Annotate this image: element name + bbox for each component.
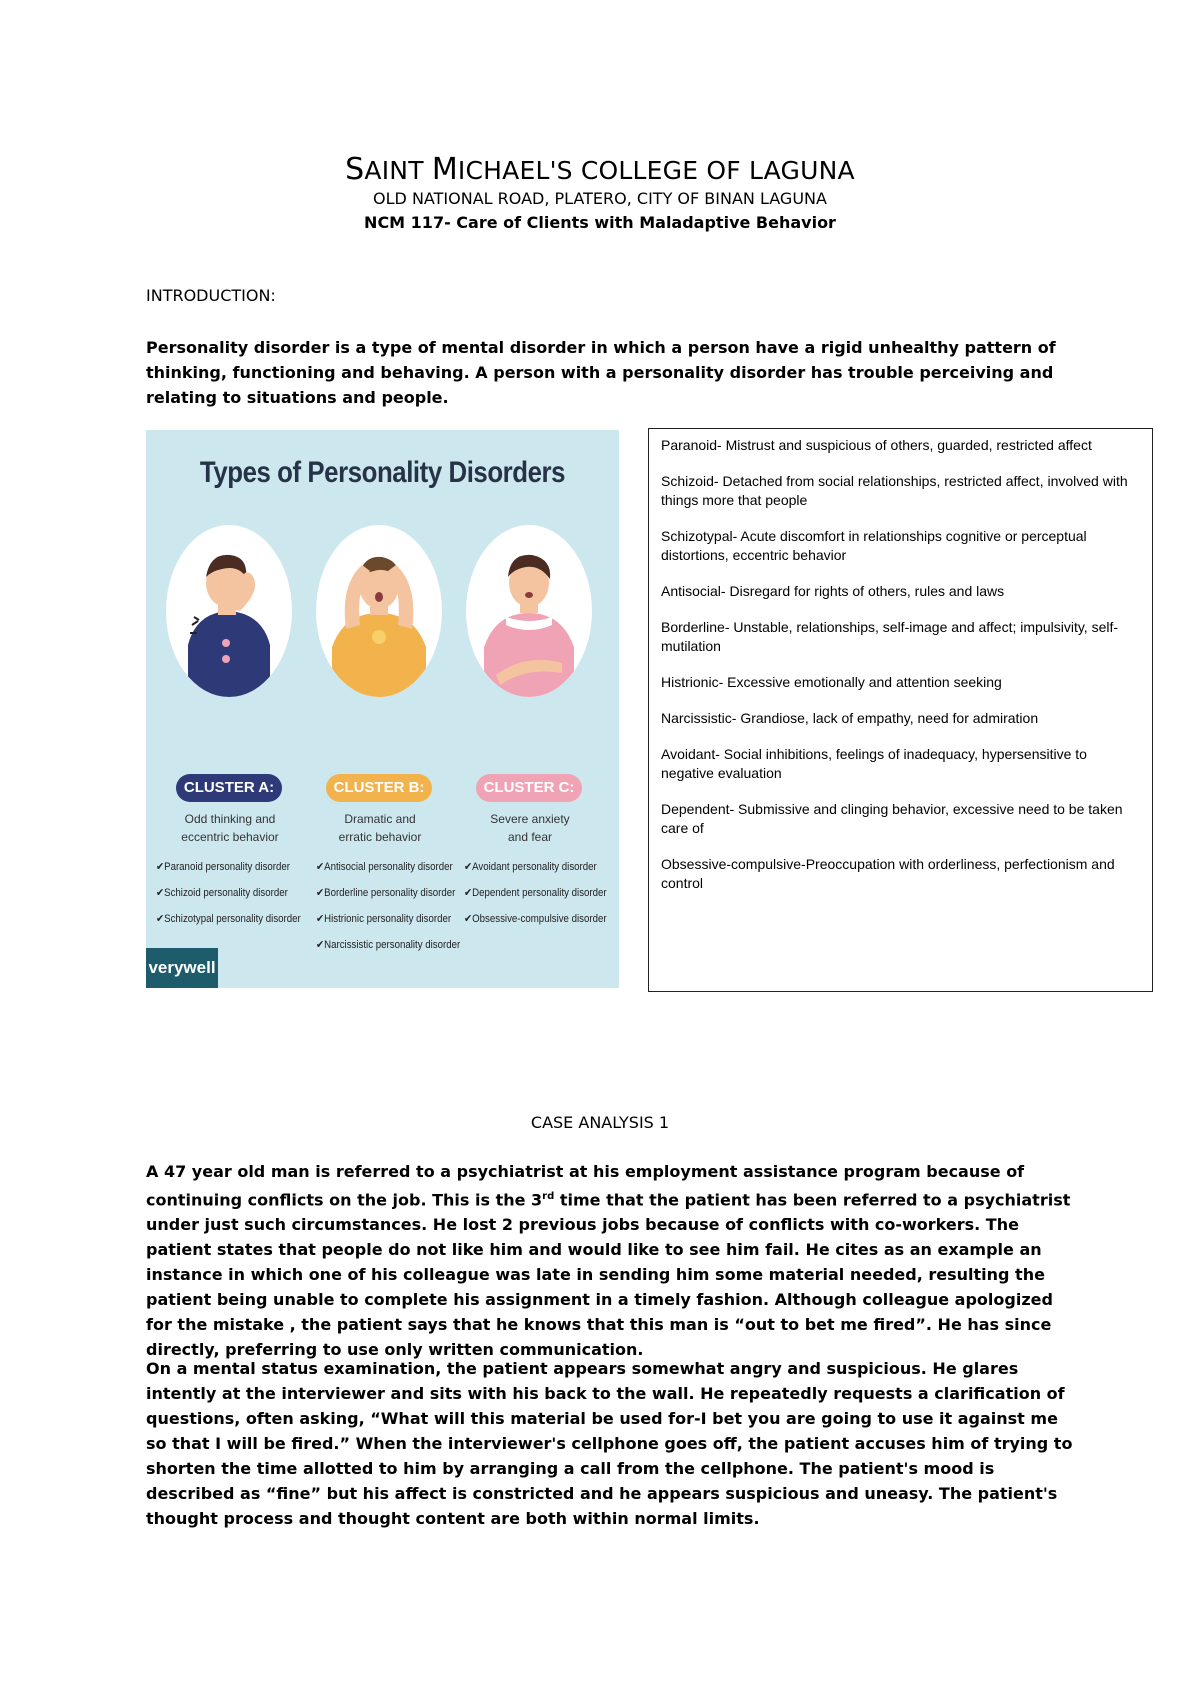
introduction-heading: INTRODUCTION: bbox=[146, 286, 276, 305]
definition-obsessive-compulsive: Obsessive-compulsive-Preoccupation with orderliness, perfectionism and control bbox=[661, 856, 1115, 891]
list-item: ✔Dependent personality disorder bbox=[464, 887, 607, 899]
disorder-definitions-box bbox=[648, 428, 1153, 992]
cluster-a-list bbox=[156, 854, 321, 932]
list-item: ✔Avoidant personality disorder bbox=[464, 861, 597, 873]
definition-borderline: Borderline- Unstable, relationships, self-image and affect; impulsivity, self-mutilation bbox=[661, 619, 1119, 654]
definition-schizoid: Schizoid- Detached from social relationships, restricted affect, involved with things more that people bbox=[661, 473, 1128, 508]
stressed-person-icon bbox=[316, 525, 442, 697]
cluster-b-list bbox=[316, 854, 480, 958]
school-address: OLD NATIONAL ROAD, PLATERO, CITY OF BINAN LAGUNA bbox=[373, 189, 827, 208]
definition-narcissistic: Narcissistic- Grandiose, lack of empathy, need for admiration bbox=[661, 710, 1039, 726]
list-item: ✔Obsessive-compulsive disorder bbox=[464, 913, 607, 925]
list-item: ✔Borderline personality disorder bbox=[316, 887, 456, 899]
cluster-c-description: Severe anxiety and fear bbox=[490, 812, 570, 844]
case-paragraph-1: A 47 year old man is referred to a psychiatrist at his employment assistance program because of continuing conflicts on the job. This is the 3rd time that the patient has been referred to a psychiatrist under just such circumstances. He lost 2 previous jobs because of conflicts with co-workers. The patient states that people do not like him and would like to see him fail. He cites as an example an instance in which one of his colleague was late in sending him some material needed, resulting the patient being unable to complete his assignment in a timely fashion. Although colleague apologized for the mistake , the patient says that he knows that this man is “out to bet me fired”. He has since directly, preferring to use only written communication. bbox=[146, 1162, 1071, 1360]
school-name: SAINT MICHAEL'S COLLEGE OF LAGUNA bbox=[345, 152, 855, 187]
case-paragraph-2: On a mental status examination, the patient appears somewhat angry and suspicious. He glares intently at the interviewer and sits with his back to the wall. He repeatedly requests a clarification of questions, often asking, “What will this material be used for-I bet you are going to use it against me so that I will be fired.” When the interviewer's cellphone goes off, the patient accuses him of trying to shorten the time allotted to him by arranging a call from the cellphone. The patient's mood is described as “fine” but his affect is constricted and he appears suspicious and uneasy. The patient's thought process and thought content are both within normal limits. bbox=[146, 1359, 1073, 1528]
list-item: ✔Narcissistic personality disorder bbox=[316, 939, 461, 951]
definition-paranoid: Paranoid- Mistrust and suspicious of others, guarded, restricted affect bbox=[661, 437, 1092, 453]
definition-dependent: Dependent- Submissive and clinging behavior, excessive need to be taken care of bbox=[661, 801, 1123, 836]
case-analysis-heading: CASE ANALYSIS 1 bbox=[530, 1113, 670, 1132]
list-item: ✔Paranoid personality disorder bbox=[156, 861, 291, 873]
cluster-b-illustration bbox=[316, 525, 442, 697]
definition-antisocial: Antisocial- Disregard for rights of others, rules and laws bbox=[661, 583, 1005, 599]
list-item: ✔Schizotypal personality disorder bbox=[156, 913, 301, 925]
cluster-c-badge: CLUSTER C: bbox=[476, 774, 582, 802]
cluster-b-badge: CLUSTER B: bbox=[326, 774, 432, 802]
cluster-b-description: Dramatic and erratic behavior bbox=[338, 812, 422, 844]
course-title: NCM 117- Care of Clients with Maladaptive Behavior bbox=[364, 213, 836, 232]
verywell-logo: verywell bbox=[146, 948, 218, 988]
cluster-c-list bbox=[464, 854, 619, 932]
cluster-c-illustration bbox=[466, 525, 592, 697]
cluster-a-description: Odd thinking and eccentric behavior bbox=[181, 812, 279, 844]
infographic-title: Types of Personality Disorders bbox=[199, 456, 566, 489]
definition-histrionic: Histrionic- Excessive emotionally and attention seeking bbox=[661, 674, 1002, 690]
definition-avoidant: Avoidant- Social inhibitions, feelings of inadequacy, hypersensitive to negative evaluation bbox=[661, 746, 1087, 781]
introduction-paragraph: Personality disorder is a type of mental disorder in which a person have a rigid unhealthy pattern of thinking, functioning and behaving. A person with a personality disorder has trouble perceiving and relating to situations and people. bbox=[146, 338, 1056, 407]
list-item: ✔Schizoid personality disorder bbox=[156, 887, 288, 899]
worried-person-icon bbox=[166, 525, 292, 697]
anxious-person-icon bbox=[466, 525, 592, 697]
definition-schizotypal: Schizotypal- Acute discomfort in relationships cognitive or perceptual distortions, eccentric behavior bbox=[661, 528, 1087, 563]
list-item: ✔Histrionic personality disorder bbox=[316, 913, 452, 925]
list-item: ✔Antisocial personality disorder bbox=[316, 861, 453, 873]
cluster-a-badge: CLUSTER A: bbox=[176, 774, 282, 802]
personality-disorders-infographic bbox=[146, 430, 619, 988]
cluster-a-illustration bbox=[166, 525, 292, 697]
